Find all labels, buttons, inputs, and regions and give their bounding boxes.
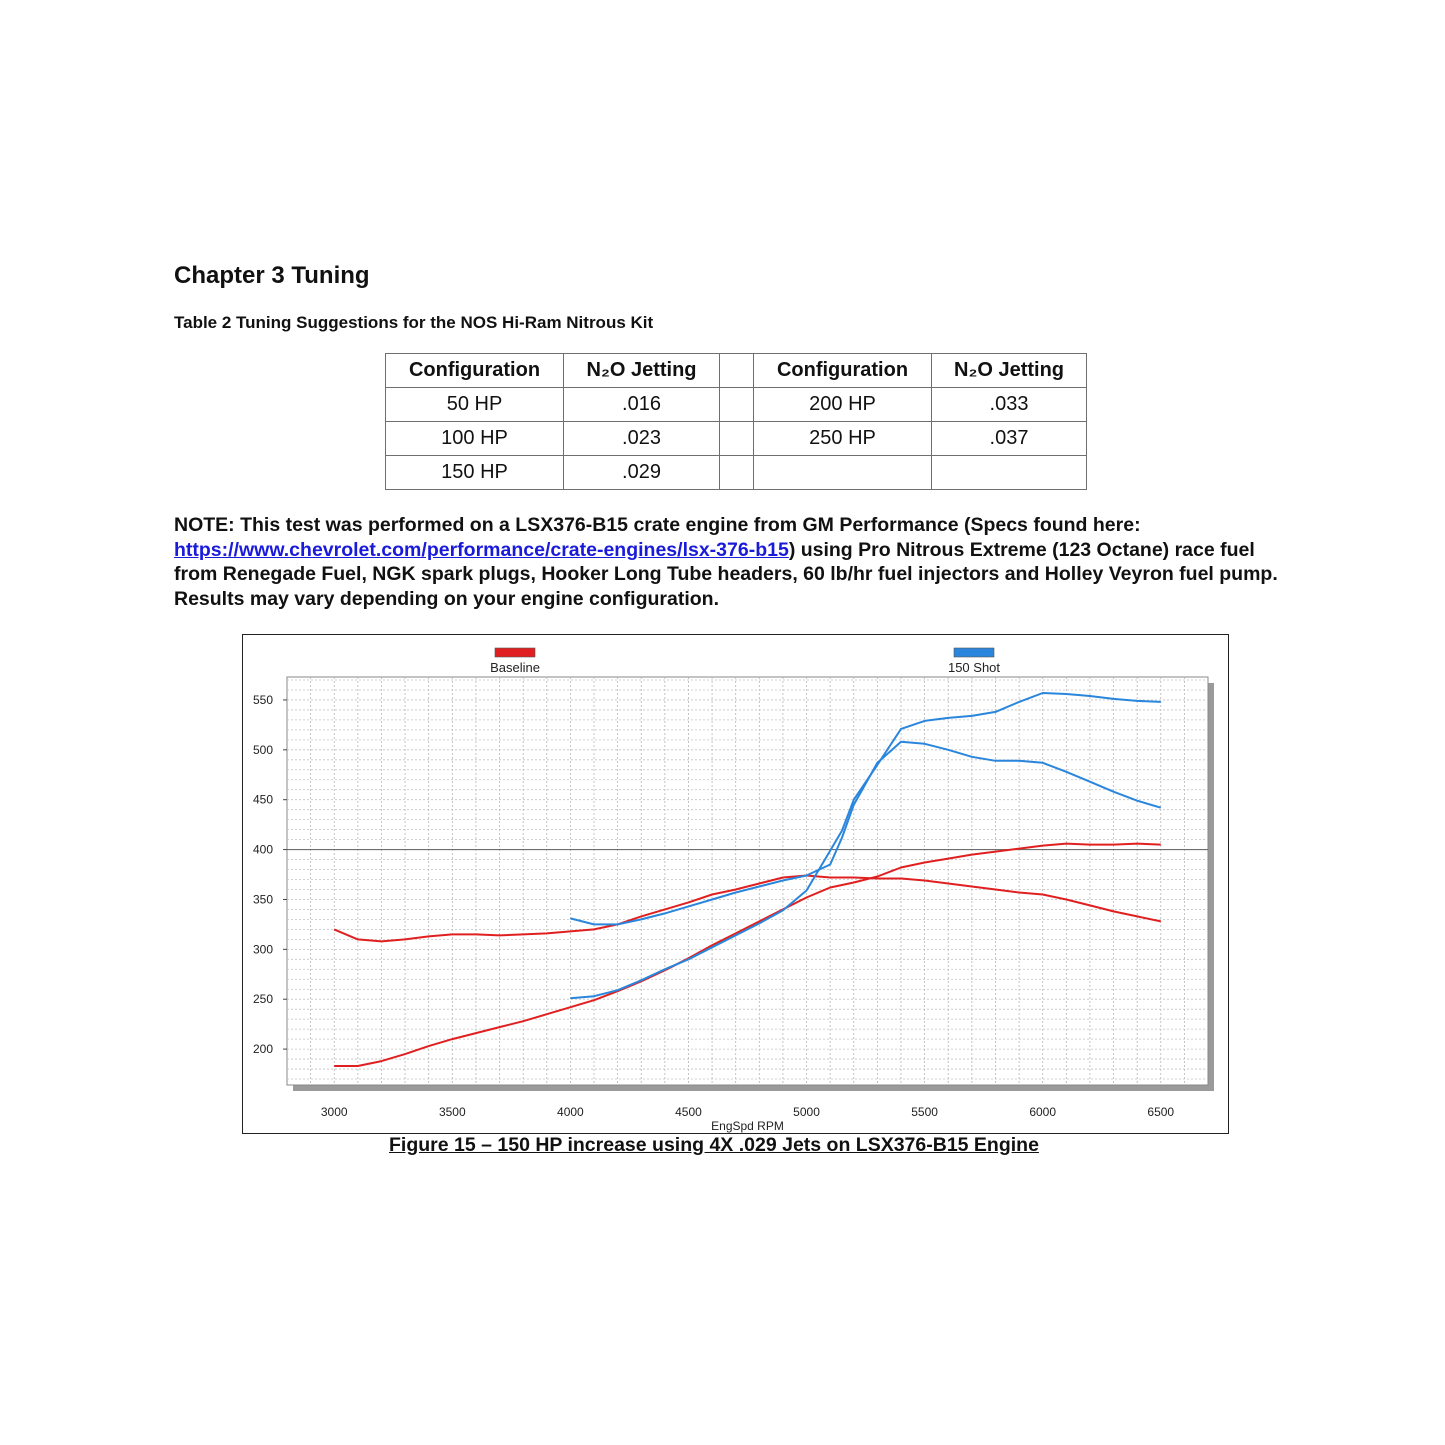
table-header-row [386, 354, 1087, 388]
y-tick-label: 450 [252, 792, 273, 807]
config-cell: 200 HP [754, 388, 932, 422]
config-cell: 250 HP [754, 422, 932, 456]
legend-label: 150 Shot [947, 660, 1001, 675]
y-tick-label: 250 [252, 992, 273, 1007]
dyno-chart-svg [243, 635, 1228, 1133]
y-tick-label: 400 [252, 842, 273, 857]
x-tick-label: 3000 [320, 1105, 348, 1119]
table-gap [720, 354, 754, 388]
legend-swatch [495, 648, 535, 657]
note-text: NOTE: This test was performed on a LSX376-B15 crate engine from GM Performance (Specs found here: [174, 514, 1141, 536]
table-row [386, 456, 1087, 490]
plot-area [287, 677, 1208, 1085]
header-n2o-jetting: N₂O Jetting [932, 354, 1087, 388]
x-tick-label: 6000 [1029, 1105, 1057, 1119]
header-n2o-jetting: N₂O Jetting [564, 354, 720, 388]
x-tick-label: 5000 [793, 1105, 820, 1119]
x-tick-label: 4000 [557, 1105, 584, 1119]
dyno-chart [242, 634, 1229, 1134]
config-cell: 100 HP [386, 422, 564, 456]
legend-label: Baseline [490, 660, 540, 675]
jetting-cell: .023 [564, 422, 720, 456]
legend-swatch [954, 648, 994, 657]
y-tick-label: 200 [252, 1042, 273, 1057]
chapter-heading: Chapter 3 Tuning [174, 262, 370, 289]
jetting-cell: .016 [564, 388, 720, 422]
x-tick-label: 3500 [438, 1105, 466, 1119]
test-note [174, 513, 1299, 611]
header-configuration: Configuration [754, 354, 932, 388]
y-tick-label: 350 [252, 892, 273, 907]
y-tick-label: 300 [252, 942, 273, 957]
x-tick-label: 4500 [675, 1105, 702, 1119]
config-cell [754, 456, 932, 490]
header-configuration: Configuration [386, 354, 564, 388]
table-gap [720, 388, 754, 422]
table-row [386, 422, 1087, 456]
x-tick-label: 5500 [911, 1105, 938, 1119]
table-caption: Table 2 Tuning Suggestions for the NOS Hi-Ram Nitrous Kit [174, 313, 654, 332]
table-row [386, 388, 1087, 422]
config-cell: 50 HP [386, 388, 564, 422]
jetting-cell: .037 [932, 422, 1087, 456]
jetting-cell [932, 456, 1087, 490]
tuning-table [385, 353, 1087, 490]
x-axis-label: EngSpd RPM [711, 1119, 784, 1133]
jetting-cell: .033 [932, 388, 1087, 422]
table-gap [720, 422, 754, 456]
jetting-cell: .029 [564, 456, 720, 490]
y-tick-label: 500 [252, 742, 273, 757]
figure-caption: Figure 15 – 150 HP increase using 4X .029 Jets on LSX376-B15 Engine [389, 1134, 1039, 1156]
x-tick-label: 6500 [1147, 1105, 1175, 1119]
y-tick-label: 550 [252, 692, 273, 707]
note-text-continued: ) using Pro Nitrous Extreme (123 Octane) race fuel from Renegade Fuel, NGK spark plugs, Hooker Long Tube headers, 60 lb/hr fuel injectors and Holley Veyron fuel pump. Results may vary depending on your engine configuration. [174, 538, 1278, 610]
table-gap [720, 456, 754, 490]
config-cell: 150 HP [386, 456, 564, 490]
specs-link[interactable]: https://www.chevrolet.com/performance/crate-engines/lsx-376-b15 [174, 538, 789, 561]
